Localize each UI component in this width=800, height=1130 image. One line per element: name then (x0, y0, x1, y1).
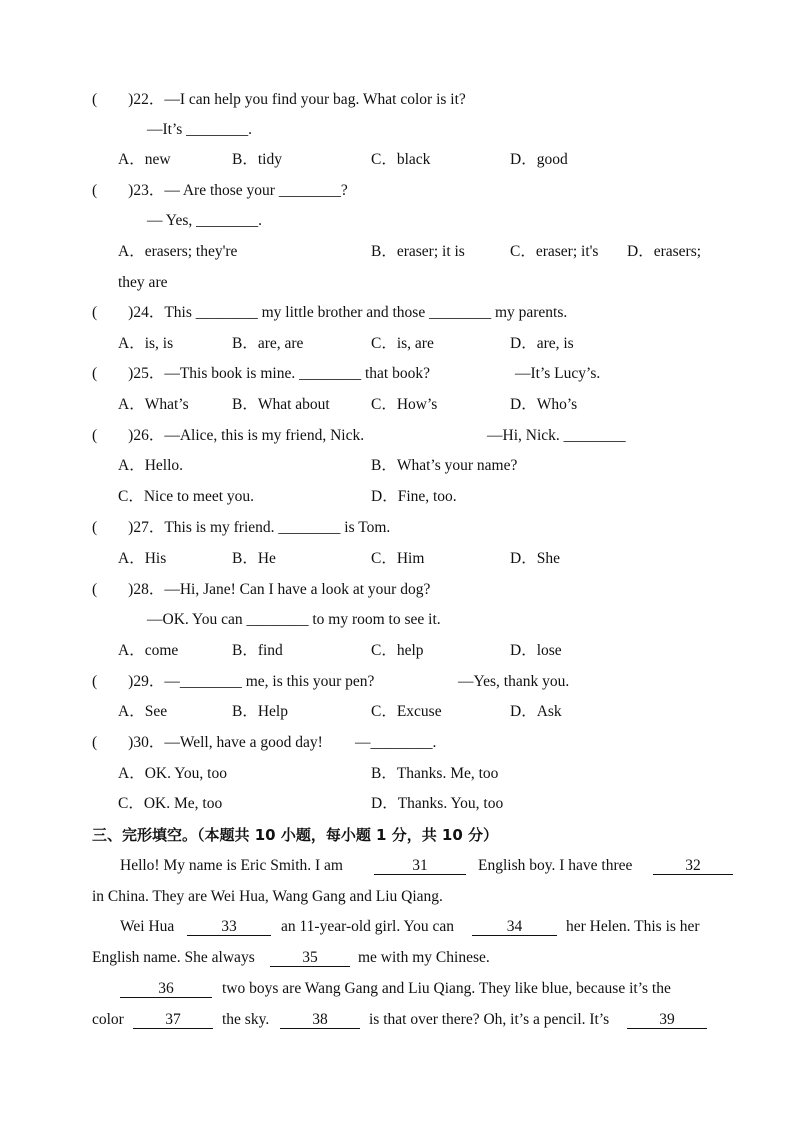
option-a: A．His (118, 550, 167, 567)
option-c: C．eraser; it's (510, 243, 599, 260)
option-c: C．is, are (371, 335, 434, 352)
option-d: D．Fine, too. (371, 488, 457, 505)
blank-38: 38 (280, 1008, 360, 1032)
question-26-reply: —Hi, Nick. ________ (487, 427, 626, 444)
question-30-reply: —________. (355, 734, 437, 751)
option-d: D．good (510, 151, 568, 168)
option-d: D．Thanks. You, too (371, 795, 504, 812)
option-b: B．find (232, 642, 283, 659)
option-b: B．tidy (232, 151, 282, 168)
blank-31: 31 (374, 854, 466, 878)
question-29-reply: —Yes, thank you. (458, 673, 570, 690)
option-c: C．OK. Me, too (118, 795, 223, 812)
option-b: B．What about (232, 396, 330, 413)
option-d: D．Ask (510, 703, 562, 720)
blank-37: 37 (133, 1008, 213, 1032)
blank-35: 35 (270, 946, 350, 970)
option-d: D．erasers; (627, 243, 702, 260)
option-a: A．come (118, 642, 179, 659)
blank-33: 33 (187, 915, 271, 939)
option-c: C．Excuse (371, 703, 442, 720)
option-b: B．He (232, 550, 276, 567)
option-a: A．OK. You, too (118, 765, 227, 782)
option-a: A．new (118, 151, 171, 168)
option-c: C．help (371, 642, 424, 659)
option-c: C．How’s (371, 396, 438, 413)
blank-39: 39 (627, 1008, 707, 1032)
option-b: B．are, are (232, 335, 304, 352)
option-a: A．See (118, 703, 168, 720)
option-b: B．Thanks. Me, too (371, 765, 499, 782)
option-c: C．Him (371, 550, 425, 567)
option-d: D．She (510, 550, 560, 567)
option-a: A．erasers; they're (118, 243, 238, 260)
option-c: C．Nice to meet you. (118, 488, 255, 505)
blank-32: 32 (653, 854, 733, 878)
option-d: D．Who’s (510, 396, 578, 413)
option-b: B．What’s your name? (371, 457, 518, 474)
option-a: A．What’s (118, 396, 189, 413)
option-d: D．lose (510, 642, 562, 659)
option-b: B．eraser; it is (371, 243, 465, 260)
option-c: C．black (371, 151, 431, 168)
question-25-reply: —It’s Lucy’s. (515, 365, 601, 382)
option-a: A．Hello. (118, 457, 184, 474)
option-a: A．is, is (118, 335, 174, 352)
option-d: D．are, is (510, 335, 574, 352)
option-b: B．Help (232, 703, 288, 720)
blank-34: 34 (472, 915, 557, 939)
blank-36: 36 (120, 977, 212, 1001)
exam-page: ( )22．—I can help you find your bag. What color is it? —It’s ________. A．new B．tidy C．black D．good ( )23．— Are those your ________? — Yes, ________. A．erasers; they're B．eraser; it is C．eraser; it's D．erasers; they are ( )24．This ________ my little brother and those ________ my parents. A．is, is B．are, are C．is, are D．are, is ( )25．—This book is mine. ________ that book? —It’s Lucy’s. A．What’s B．What about C．How’s D．Who’s ( )26．—Alice, this is my friend, Nick. —Hi, Nick. ________ A．Hello. B．What’s your name? C．Nice to meet you. D．Fine, too. ( )27．This is my friend. ________ is Tom. A．His B．He C．Him D．She ( )28．—Hi, Jane! Can I have a look at your dog? —OK. You can ________ to my room to see it. A．come B．find C．help D．lose ( )29．—________ me, is this your pen? —Yes, thank you. A．See B．Help C．Excuse D．Ask ( )30．—Well, have a good day! —________. A．OK. You, too B．Thanks. Me, too C．OK. Me, too D．Thanks. You, too 三、完形填空。（本题共 10 小题，每小题 1 分，共 10 分） Hello! My name is Eric Smith. I am 31 English boy. I have three 32 in China. They are Wei Hua, Wang Gang and Liu Qiang. Wei Hua 33 an 11-year-old girl. You can 34 her Helen. This is her English name. She always 35 me with my Chinese. 36 two boys are Wang Gang and Liu Qiang. They like blue, because it’s the color 37 the sky. 38 is that over there? Oh, it’s a pencil. It’s 39 (0, 0, 800, 1130)
